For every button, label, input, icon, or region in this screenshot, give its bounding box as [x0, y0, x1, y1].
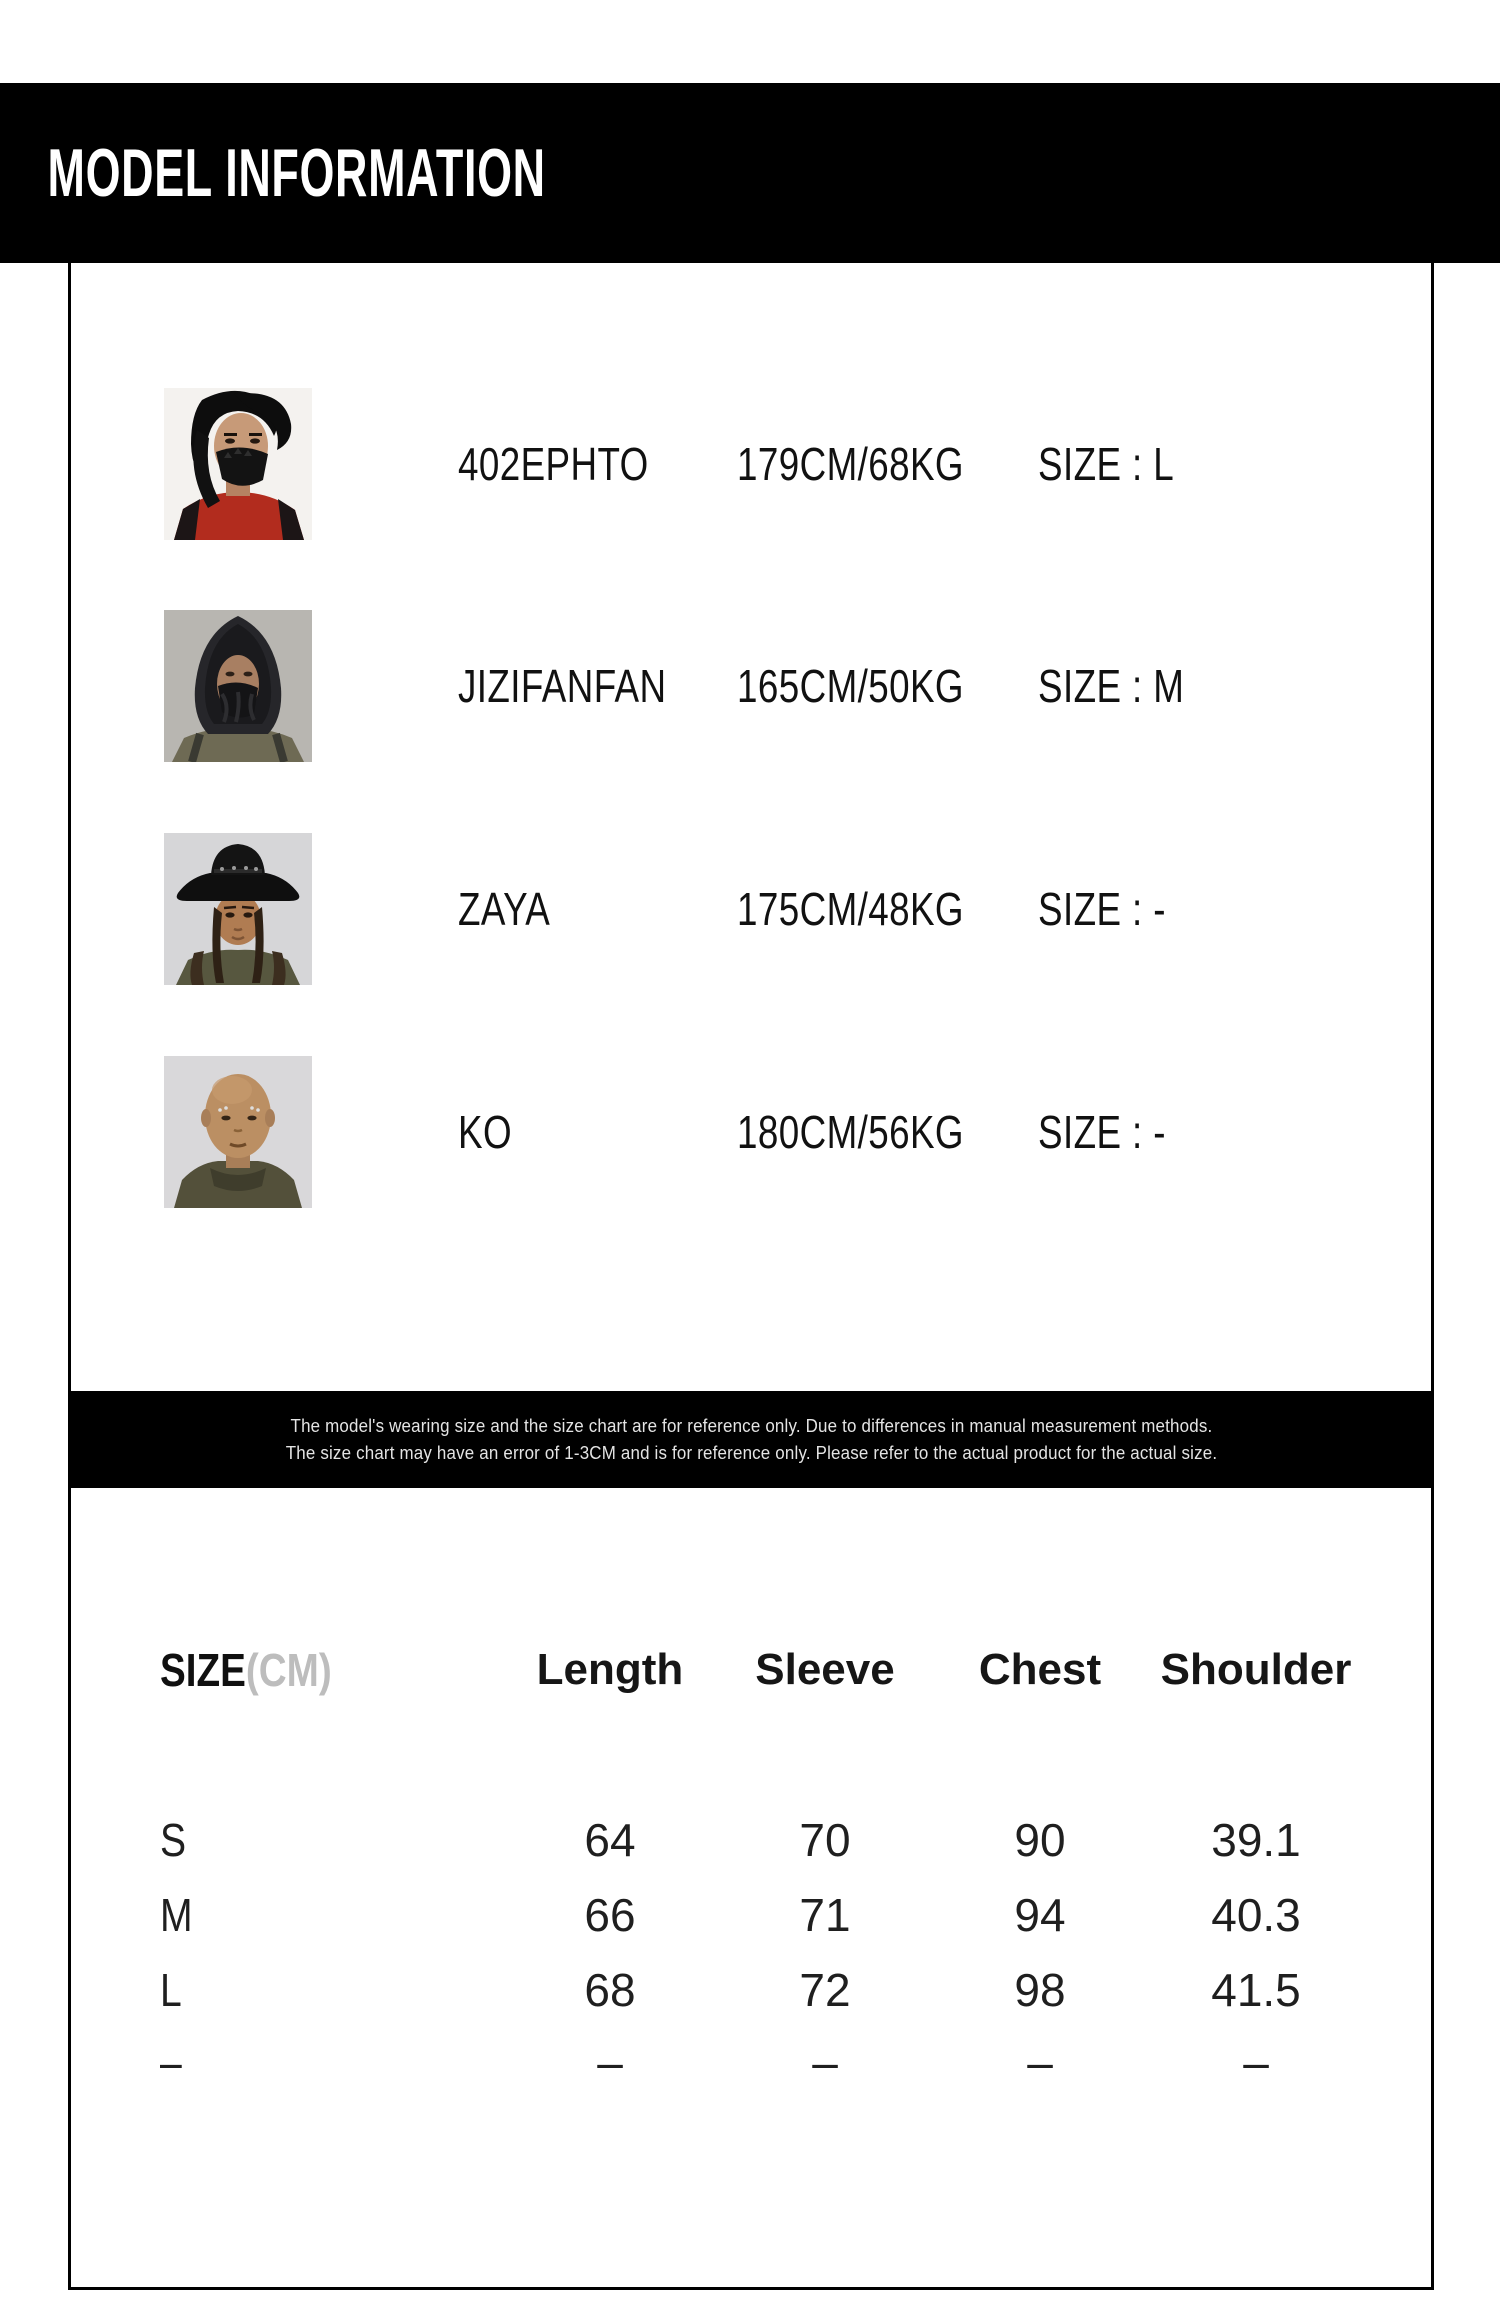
model-size: SIZE : -: [1038, 883, 1166, 935]
portrait-illustration: [164, 833, 312, 985]
size-chart-title-main: SIZE: [160, 1644, 246, 1696]
sleeve-value: –: [812, 2036, 838, 2088]
model-name: 402EPHTO: [458, 438, 649, 490]
column-header-chest: Chest: [978, 1645, 1102, 1694]
page-title: MODEL INFORMATION: [47, 135, 546, 211]
model-stats: 165CM/50KG: [737, 660, 964, 712]
model-stats: 180CM/56KG: [737, 1106, 964, 1158]
portrait-illustration: [164, 388, 312, 540]
model-row: [0, 1056, 1500, 1208]
model-row: [0, 833, 1500, 985]
shoulder-value: 41.5: [1211, 1964, 1301, 2016]
sleeve-value: 71: [799, 1889, 851, 1941]
size-label: M: [160, 1889, 193, 1941]
chest-value: 90: [1014, 1814, 1066, 1866]
length-value: 66: [584, 1889, 636, 1941]
chest-value: –: [1027, 2036, 1053, 2088]
sleeve-value: 72: [799, 1964, 851, 2016]
model-stats: 175CM/48KG: [737, 883, 964, 935]
model-row: [0, 610, 1500, 762]
table-row-s: [0, 1808, 1500, 1872]
size-chart-title: [160, 1640, 332, 1700]
model-photo-402ephto: [164, 388, 312, 540]
model-stats: 179CM/68KG: [737, 438, 964, 490]
column-header-length: Length: [536, 1645, 684, 1694]
chest-value: 98: [1014, 1964, 1066, 2016]
model-photo-jizifanfan: [164, 610, 312, 762]
size-chart-header: [0, 1640, 1500, 1700]
model-row: [0, 388, 1500, 540]
table-row-dash: [0, 2030, 1500, 2094]
size-label: S: [160, 1814, 187, 1866]
chest-value: 94: [1014, 1889, 1066, 1941]
portrait-illustration: [164, 610, 312, 762]
model-name: KO: [458, 1106, 512, 1158]
shoulder-value: 39.1: [1211, 1814, 1301, 1866]
portrait-illustration: [164, 1056, 312, 1208]
model-name: ZAYA: [458, 883, 551, 935]
length-value: 68: [584, 1964, 636, 2016]
length-value: –: [597, 2036, 623, 2088]
shoulder-value: –: [1243, 2036, 1269, 2088]
length-value: 64: [584, 1814, 636, 1866]
table-row-l: [0, 1958, 1500, 2022]
model-photo-ko: [164, 1056, 312, 1208]
size-label: –: [160, 2036, 182, 2088]
disclaimer-line-1: The model's wearing size and the size chart are for reference only. Due to differences in manual measurement methods.: [290, 1415, 1212, 1436]
column-header-sleeve: Sleeve: [755, 1645, 895, 1694]
disclaimer-line-2: The size chart may have an error of 1-3CM and is for reference only. Please refer to the actual product for the actual size.: [285, 1442, 1217, 1463]
size-label: L: [160, 1964, 182, 2016]
model-photo-zaya: [164, 833, 312, 985]
column-header-shoulder: Shoulder: [1160, 1645, 1352, 1694]
table-row-m: [0, 1883, 1500, 1947]
model-size: SIZE : M: [1038, 660, 1185, 712]
shoulder-value: 40.3: [1211, 1889, 1301, 1941]
model-size: SIZE : -: [1038, 1106, 1166, 1158]
sleeve-value: 70: [799, 1814, 851, 1866]
header-band: [0, 83, 1500, 263]
size-chart-unit: (CM): [245, 1644, 332, 1696]
model-name: JIZIFANFAN: [458, 660, 667, 712]
disclaimer-text: [285, 1413, 1216, 1467]
model-size: SIZE : L: [1038, 438, 1175, 490]
disclaimer-bar: [68, 1391, 1434, 1488]
